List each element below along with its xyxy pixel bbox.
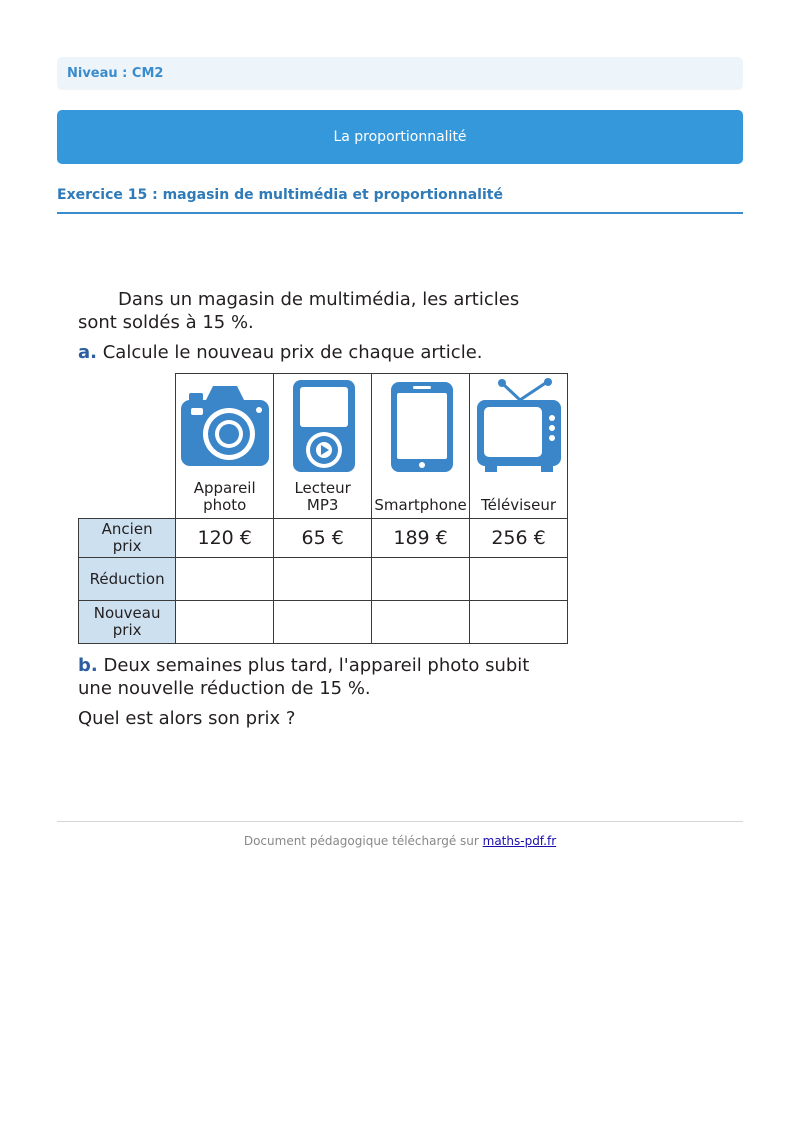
footer <box>57 834 743 848</box>
new-price-mp3 <box>274 601 372 644</box>
footer-divider <box>57 821 743 822</box>
television-icon <box>473 378 565 474</box>
footer-text: Document pédagogique téléchargé sur <box>243 834 483 848</box>
exercise-intro <box>78 288 568 334</box>
new-price-camera <box>176 601 274 644</box>
table-row-items <box>79 374 568 519</box>
question-a-letter: a. <box>78 342 97 363</box>
reduction-television <box>470 558 568 601</box>
price-mp3: 65 € <box>274 519 372 558</box>
question-b-line-1: Deux semaines plus tard, l'appareil photo subit <box>103 655 530 676</box>
reduction-mp3 <box>274 558 372 601</box>
table-corner <box>79 374 176 519</box>
level-badge: Niveau : CM2 <box>57 57 743 90</box>
row-header-nouveau-prix: Nouveau prix <box>79 601 176 644</box>
exercise-title: Exercice 15 : magasin de multimédia et proportionnalité <box>57 186 743 214</box>
reduction-camera <box>176 558 274 601</box>
price-smartphone: 189 € <box>372 519 470 558</box>
item-label-television: Téléviseur <box>481 496 557 514</box>
new-price-smartphone <box>372 601 470 644</box>
row-header-ancien-prix: Ancien prix <box>79 519 176 558</box>
item-label-smartphone: Smartphone <box>374 496 467 514</box>
item-television <box>470 374 568 519</box>
question-b-letter: b. <box>78 655 98 676</box>
item-label-mp3: Lecteur MP3 <box>294 479 351 514</box>
smartphone-icon <box>375 378 467 474</box>
question-a <box>78 341 568 364</box>
item-smartphone <box>372 374 470 519</box>
item-mp3 <box>274 374 372 519</box>
new-price-television <box>470 601 568 644</box>
item-camera <box>176 374 274 519</box>
question-b-ask: Quel est alors son prix ? <box>78 708 296 729</box>
reduction-smartphone <box>372 558 470 601</box>
mp3-player-icon <box>277 378 369 474</box>
item-label-camera: Appareil photo <box>193 479 256 514</box>
row-header-reduction: Réduction <box>79 558 176 601</box>
price-table <box>78 373 568 644</box>
intro-line-1: Dans un magasin de multimédia, les articles <box>118 289 520 310</box>
question-b <box>78 654 568 700</box>
price-television: 256 € <box>470 519 568 558</box>
table-row-nouveau-prix <box>79 601 568 644</box>
price-camera: 120 € <box>176 519 274 558</box>
page-title: La proportionnalité <box>57 110 743 164</box>
footer-link[interactable]: maths-pdf.fr <box>482 834 557 848</box>
question-a-text: Calcule le nouveau prix de chaque article. <box>102 342 483 363</box>
table-row-reduction <box>79 558 568 601</box>
question-b-line-2: une nouvelle réduction de 15 %. <box>78 678 371 699</box>
exercise-content <box>78 288 568 730</box>
intro-line-2: sont soldés à 15 %. <box>78 312 254 333</box>
table-row-ancien-prix <box>79 519 568 558</box>
camera-icon <box>179 378 271 470</box>
